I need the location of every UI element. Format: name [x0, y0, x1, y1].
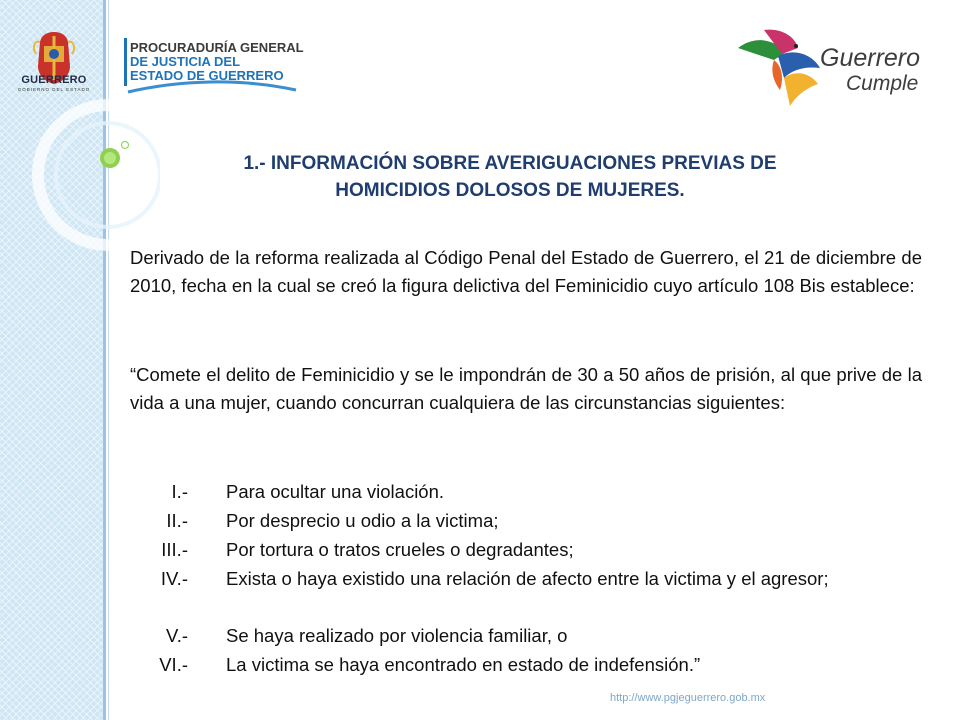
guerrero-cumple-bird-icon	[734, 26, 834, 116]
list-item-number: VI.-	[159, 654, 188, 675]
footer-url: http://www.pgjeguerrero.gob.mx	[610, 692, 766, 704]
list-item-number: IV.-	[160, 568, 188, 589]
list-item-number: II.-	[166, 510, 188, 531]
list-item-text: Por tortura o tratos crueles o degradantes;	[226, 539, 574, 560]
campaign-text-cumple: Cumple	[846, 72, 919, 95]
procuraduria-line2: DE JUSTICIA DEL	[130, 54, 241, 69]
procuraduria-line3: ESTADO DE GUERRERO	[130, 68, 284, 83]
intro-paragraph: Derivado de la reforma realizada al Código Penal del Estado de Guerrero, el 21 de diciembre de 2010, fecha en la cual se creó la figura delictiva del Feminicidio cuyo artículo 108 Bis establece:	[130, 247, 922, 296]
list-item-text: Para ocultar una violación.	[226, 481, 445, 502]
title-line2: HOMICIDIOS DOLOSOS DE MUJERES.	[335, 180, 685, 201]
list-item-text: Exista o haya existido una relación de afecto entre la victima y el agresor;	[226, 568, 829, 589]
campaign-text-guerrero: Guerrero	[820, 44, 921, 72]
list-item-text: Por desprecio u odio a la victima;	[226, 510, 499, 531]
article-quote-paragraph: “Comete el delito de Feminicidio y se le impondrán de 30 a 50 años de prisión, al que prive de la vida a una mujer, cuando concurran cualquiera de las circunstancias siguientes:	[130, 364, 922, 413]
list-item-number: I.-	[171, 481, 188, 502]
gobierno-name: GUERRERO	[21, 74, 87, 86]
list-item-number: V.-	[166, 625, 188, 646]
page-title	[148, 150, 872, 204]
list-item-text: La victima se haya encontrado en estado de indefensión.”	[226, 654, 701, 675]
procuraduria-line1: PROCURADURÍA GENERAL	[130, 40, 304, 55]
list-item-text: Se haya realizado por violencia familiar, o	[226, 625, 568, 646]
green-dot-small	[122, 142, 129, 149]
gobierno-subtitle: GOBIERNO DEL ESTADO	[17, 87, 91, 92]
title-line1: 1.- INFORMACIÓN SOBRE AVERIGUACIONES PREVIAS DE	[243, 153, 777, 174]
list-item-number: III.-	[161, 539, 188, 560]
